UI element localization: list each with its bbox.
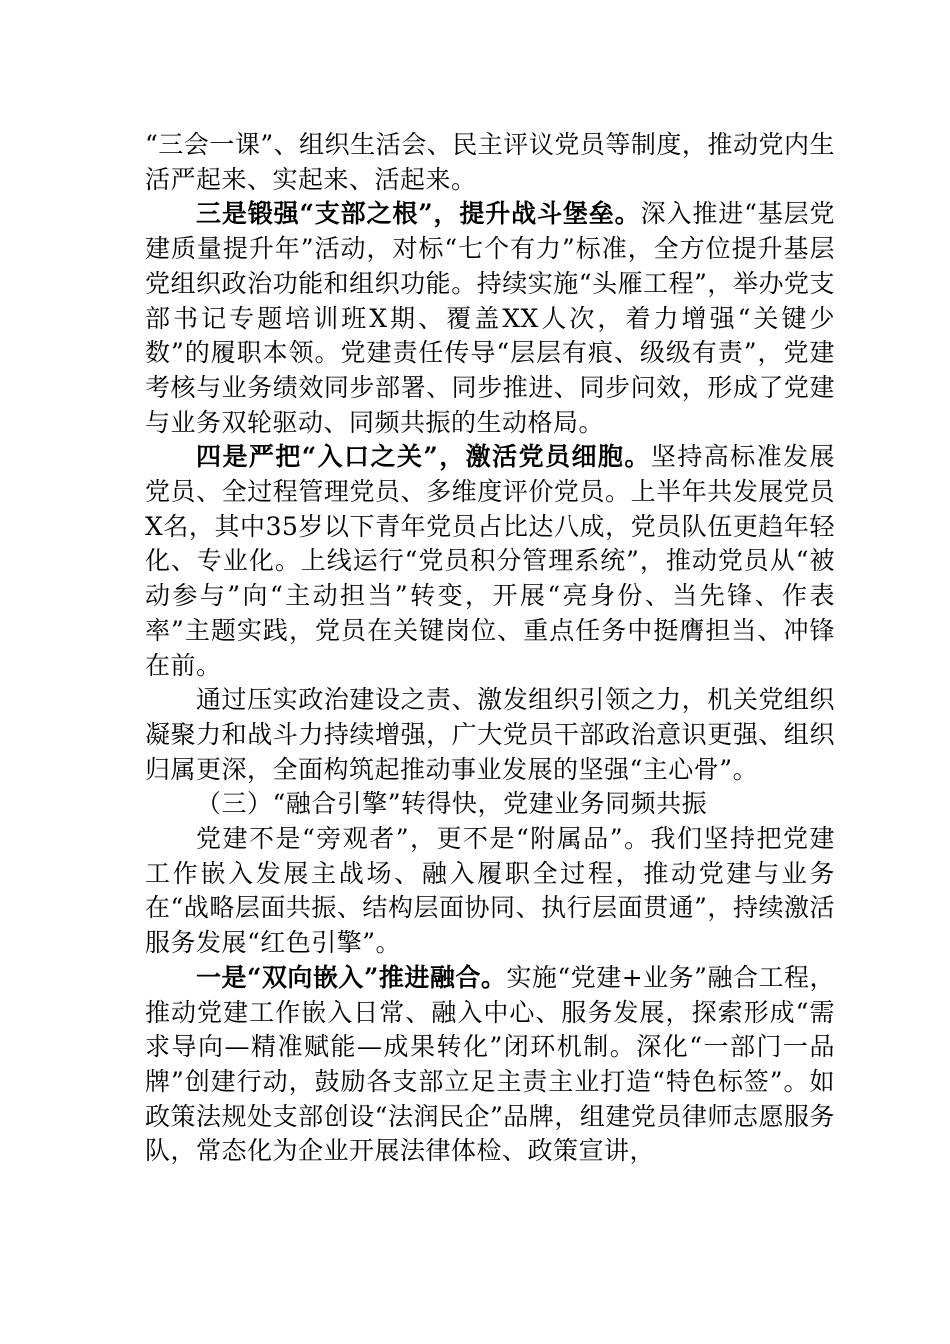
paragraph-text: 党建不是“旁观者”，更不是“附属品”。我们坚持把党建工作嵌入发展主战场、融入履职全过程，推动党建与业务在“战略层面共振、结构层面协同、执行层面贯通”，持续激活服务发展“红色引擎”。: [145, 824, 835, 958]
paragraph-integration-intro: [145, 822, 835, 961]
paragraph-dual-embedding: [145, 961, 835, 1169]
paragraph-branch-foundation: [145, 197, 835, 440]
paragraph-lead-heading: 四是严把“入口之关”，激活党员细胞。: [196, 442, 651, 472]
paragraph-text: 深入推进“基层党建质量提升年”活动，对标“七个有力”标准，全方位提升基层党组织政治功能和组织功能。持续实施“头雁工程”，举办党支部书记专题培训班X期、覆盖XX人次，着力增强“关键少数”的履职本领。党建责任传导“层层有痕、级级有责”，党建考核与业务绩效同步部署、同步推进、同步问效，形成了党建与业务双轮驱动、同频共振的生动格局。: [145, 199, 835, 437]
document-page: [145, 128, 835, 1169]
paragraph-continuation: [145, 128, 835, 197]
paragraph-text: 实施“党建+业务”融合工程，推动党建工作嵌入日常、融入中心、服务发展，探索形成“需求导向—精准赋能—成果转化”闭环机制。深化“一部门一品牌”创建行动，鼓励各支部立足主责主业打造“特色标签”。如政策法规处支部创设“法润民企”品牌，组建党员律师志愿服务队，常态化为企业开展法律体检、政策宣讲，: [145, 962, 835, 1166]
paragraph-text: “三会一课”、组织生活会、民主评议党员等制度，推动党内生活严起来、实起来、活起来。: [145, 130, 835, 194]
paragraph-text: 通过压实政治建设之责、激发组织引领之力，机关党组织凝聚力和战斗力持续增强，广大党员干部政治意识更强、组织归属更深，全面构筑起推动事业发展的坚强“主心骨”。: [145, 685, 835, 784]
paragraph-lead-heading: 一是“双向嵌入”推进融合。: [196, 962, 507, 992]
paragraph-text: 坚持高标准发展党员、全过程管理党员、多维度评价党员。上半年共发展党员X名，其中35岁以下青年党员占比达八成，党员队伍更趋年轻化、专业化。上线运行“党员积分管理系统”，推动党员从“被动参与”向“主动担当”转变，开展“亮身份、当先锋、作表率”主题实践，党员在关键岗位、重点任务中挺膺担当、冲锋在前。: [145, 442, 835, 680]
section-heading-text: （三）“融合引擎”转得快，党建业务同频共振: [196, 789, 708, 819]
paragraph-lead-heading: 三是锻强“支部之根”，提升战斗堡垒。: [196, 199, 641, 229]
paragraph-member-admission: [145, 440, 835, 683]
section-heading: [145, 787, 835, 822]
paragraph-summary: [145, 683, 835, 787]
